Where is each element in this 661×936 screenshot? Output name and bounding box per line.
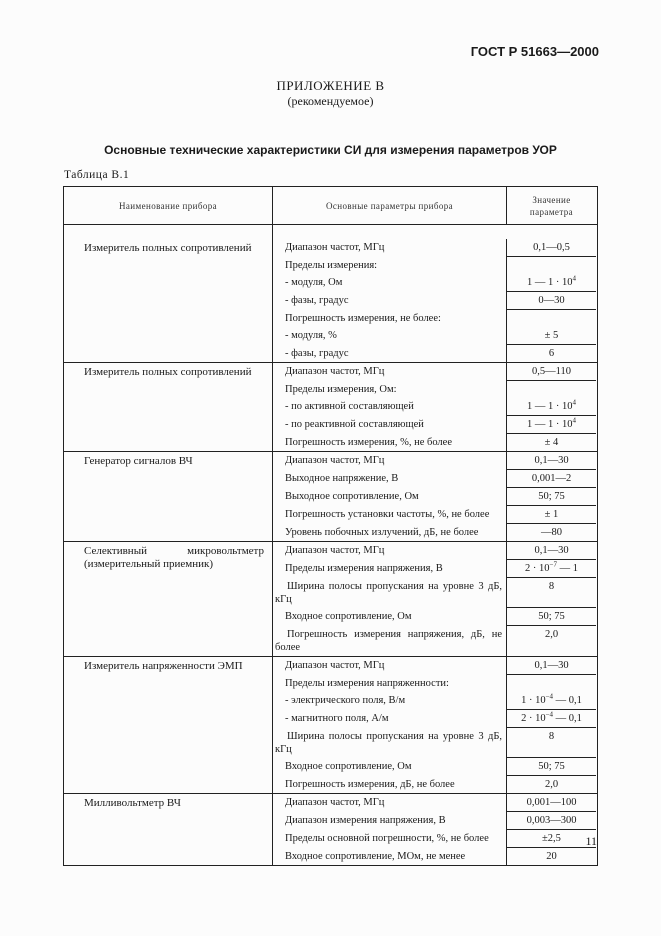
value-exponent: −4: [545, 710, 554, 719]
parameter-row: [273, 381, 597, 398]
parameter-row: [273, 416, 597, 434]
parameter-name: Уровень побочных излучений, дБ, не более: [273, 524, 507, 541]
parameter-row: [273, 274, 597, 292]
device-group: [64, 542, 597, 657]
parameter-row: [273, 506, 597, 524]
value-text: 1 — 1 · 10: [527, 401, 573, 412]
parameter-value: [507, 692, 596, 710]
parameter-value: [507, 239, 596, 257]
device-name: Измеритель полных сопротивлений: [64, 363, 273, 451]
device-group: [64, 225, 597, 363]
value-text: 2 · 10: [521, 713, 546, 724]
parameter-value: [507, 542, 596, 560]
value-suffix: — 1: [556, 563, 578, 574]
parameter-row: [273, 542, 597, 560]
page-number: 11: [585, 834, 597, 848]
parameter-row: [273, 830, 597, 848]
parameter-value: [507, 381, 596, 398]
parameter-value: [507, 758, 596, 776]
value-text: 50; 75: [538, 491, 565, 502]
parameter-value: [507, 363, 596, 381]
value-suffix: — 0,1: [553, 713, 582, 724]
parameter-row: [273, 608, 597, 626]
parameter-name: - модуля, %: [273, 327, 507, 345]
parameter-name: Диапазон частот, МГц: [273, 363, 507, 381]
parameter-name: Пределы основной погрешности, %, не более: [273, 830, 507, 848]
parameter-value: [507, 812, 596, 830]
parameter-row: [273, 776, 597, 793]
parameter-row: [273, 452, 597, 470]
column-header-value: Значение параметра: [529, 194, 574, 217]
parameter-name: Погрешность измерения напряжения, дБ, не более: [273, 626, 507, 656]
parameter-row: [273, 794, 597, 812]
device-group: [64, 363, 597, 452]
parameter-name: Погрешность измерения, не более:: [273, 310, 507, 327]
parameter-name: - фазы, градус: [273, 292, 507, 310]
parameter-name: Диапазон частот, МГц: [273, 452, 507, 470]
parameter-name: - электрического поля, В/м: [273, 692, 507, 710]
parameter-row: [273, 758, 597, 776]
value-text: 8: [548, 731, 555, 742]
parameter-value: [507, 310, 596, 327]
value-text: 0,1—30: [534, 660, 569, 671]
parameter-name: - по реактивной составляющей: [273, 416, 507, 434]
value-text: 2,0: [544, 779, 559, 790]
parameter-row: [273, 398, 597, 416]
parameter-name: - магнитного поля, А/м: [273, 710, 507, 728]
parameter-name: Выходное сопротивление, Ом: [273, 488, 507, 506]
parameter-value: [507, 728, 596, 758]
document-code: ГОСТ Р 51663—2000: [470, 44, 599, 59]
parameter-value: [507, 848, 596, 865]
value-text: 0,003—300: [526, 815, 577, 826]
parameter-name: Диапазон частот, МГц: [273, 794, 507, 812]
parameter-value: [507, 327, 596, 345]
parameter-value: [507, 452, 596, 470]
parameter-row: [273, 292, 597, 310]
parameter-value: [507, 416, 596, 434]
parameter-name: Погрешность установки частоты, %, не более: [273, 506, 507, 524]
parameter-value: [507, 524, 596, 541]
parameter-row: [273, 488, 597, 506]
device-name: Милливольтметр ВЧ: [64, 794, 273, 865]
parameter-name: Диапазон частот, МГц: [273, 542, 507, 560]
parameter-row: [273, 675, 597, 692]
parameter-row: [273, 848, 597, 865]
value-text: 20: [546, 851, 557, 862]
device-name: Измеритель полных сопротивлений: [64, 225, 273, 362]
parameter-name: Диапазон частот, МГц: [273, 657, 507, 675]
parameter-value: [507, 470, 596, 488]
parameter-row: [273, 657, 597, 675]
parameter-name: Входное сопротивление, Ом: [273, 608, 507, 626]
parameter-value: [507, 274, 596, 292]
value-text: 1 — 1 · 10: [527, 277, 573, 288]
parameter-row: [273, 710, 597, 728]
parameter-value: [507, 794, 596, 812]
parameter-value: [507, 434, 596, 451]
specs-table: [63, 186, 598, 866]
value-suffix: — 0,1: [553, 695, 582, 706]
parameter-value: [507, 675, 596, 692]
parameter-row: [273, 578, 597, 608]
parameter-value: [507, 657, 596, 675]
parameter-row: [273, 327, 597, 345]
value-text: 1 — 1 · 10: [527, 419, 573, 430]
parameter-name: Пределы измерения напряжения, В: [273, 560, 507, 578]
value-text: 1 · 10: [521, 695, 546, 706]
parameter-name: Входное сопротивление, МОм, не менее: [273, 848, 507, 865]
value-text: 0,1—30: [534, 455, 569, 466]
value-text: 2 · 10: [525, 563, 550, 574]
parameter-row: [273, 812, 597, 830]
parameter-row: [273, 434, 597, 451]
value-text: 0,001—2: [531, 473, 572, 484]
parameter-value: [507, 345, 596, 362]
parameter-name: - по активной составляющей: [273, 398, 507, 416]
value-text: 6: [548, 348, 555, 359]
parameter-name: Ширина полосы пропускания на уровне 3 дБ, кГц: [273, 728, 507, 758]
value-exponent: 4: [572, 398, 576, 407]
value-exponent: 4: [572, 416, 576, 425]
parameter-name: Ширина полосы пропускания на уровне 3 дБ, кГц: [273, 578, 507, 608]
value-text: ± 5: [544, 330, 559, 341]
parameter-row: [273, 257, 597, 274]
parameter-name: Пределы измерения, Ом:: [273, 381, 507, 398]
value-text: 2,0: [544, 629, 559, 640]
parameter-value: [507, 626, 596, 656]
appendix-subtitle: (рекомендуемое): [287, 94, 374, 108]
parameter-value: [507, 776, 596, 793]
parameter-row: [273, 560, 597, 578]
device-name: Измеритель напряженности ЭМП: [64, 657, 273, 793]
column-header-params: Основные параметры прибора: [273, 187, 507, 224]
value-text: 50; 75: [538, 611, 565, 622]
parameter-row: [273, 310, 597, 327]
table-body: [64, 225, 597, 865]
parameter-name: Пределы измерения напряженности:: [273, 675, 507, 692]
parameter-name: Погрешность измерения, дБ, не более: [273, 776, 507, 793]
column-header-name: Наименование прибора: [64, 187, 273, 224]
parameter-value: [507, 398, 596, 416]
value-text: ± 1: [544, 509, 559, 520]
value-exponent: −4: [545, 692, 554, 701]
appendix-title: ПРИЛОЖЕНИЕ В: [276, 78, 385, 93]
device-group: [64, 657, 597, 794]
parameter-row: [273, 626, 597, 656]
parameter-row: [273, 728, 597, 758]
parameter-name: Диапазон частот, МГц: [273, 239, 507, 257]
parameter-value: [507, 830, 596, 848]
parameter-value: [507, 608, 596, 626]
parameter-row: [273, 692, 597, 710]
table-header: [64, 187, 597, 225]
value-text: 0—30: [538, 295, 565, 306]
value-text: ± 4: [544, 437, 559, 448]
value-exponent: 4: [572, 274, 576, 283]
parameter-name: Погрешность измерения, %, не более: [273, 434, 507, 451]
section-title: Основные технические характеристики СИ для измерения параметров УОР: [104, 143, 557, 157]
value-text: 0,1—30: [534, 545, 569, 556]
value-text: 0,5—110: [532, 366, 571, 377]
value-text: —80: [541, 527, 562, 538]
parameter-name: Входное сопротивление, Ом: [273, 758, 507, 776]
parameter-value: [507, 710, 596, 728]
device-name: Селективный микровольтметр (измерительный приемник): [64, 542, 273, 656]
value-text: 8: [548, 581, 555, 592]
value-text: 0,1—0,5: [533, 242, 570, 253]
parameter-row: [273, 524, 597, 541]
parameter-name: Диапазон измерения напряжения, В: [273, 812, 507, 830]
device-group: [64, 452, 597, 542]
parameter-row: [273, 239, 597, 257]
parameter-value: [507, 488, 596, 506]
value-text: 0,001—100: [526, 797, 577, 808]
value-exponent: −7: [549, 560, 557, 569]
parameter-value: [507, 506, 596, 524]
parameter-row: [273, 363, 597, 381]
parameter-name: Пределы измерения:: [273, 257, 507, 274]
value-text: 50; 75: [538, 761, 565, 772]
parameter-row: [273, 470, 597, 488]
parameter-value: [507, 560, 596, 578]
parameter-row: [273, 345, 597, 362]
device-name: Генератор сигналов ВЧ: [64, 452, 273, 541]
device-group: [64, 794, 597, 865]
parameter-value: [507, 257, 596, 274]
parameter-name: Выходное напряжение, В: [273, 470, 507, 488]
parameter-name: - фазы, градус: [273, 345, 507, 362]
parameter-value: [507, 292, 596, 310]
parameter-name: - модуля, Ом: [273, 274, 507, 292]
value-text: ±2,5: [542, 833, 561, 844]
table-label: Таблица В.1: [64, 169, 130, 181]
parameter-value: [507, 578, 596, 608]
